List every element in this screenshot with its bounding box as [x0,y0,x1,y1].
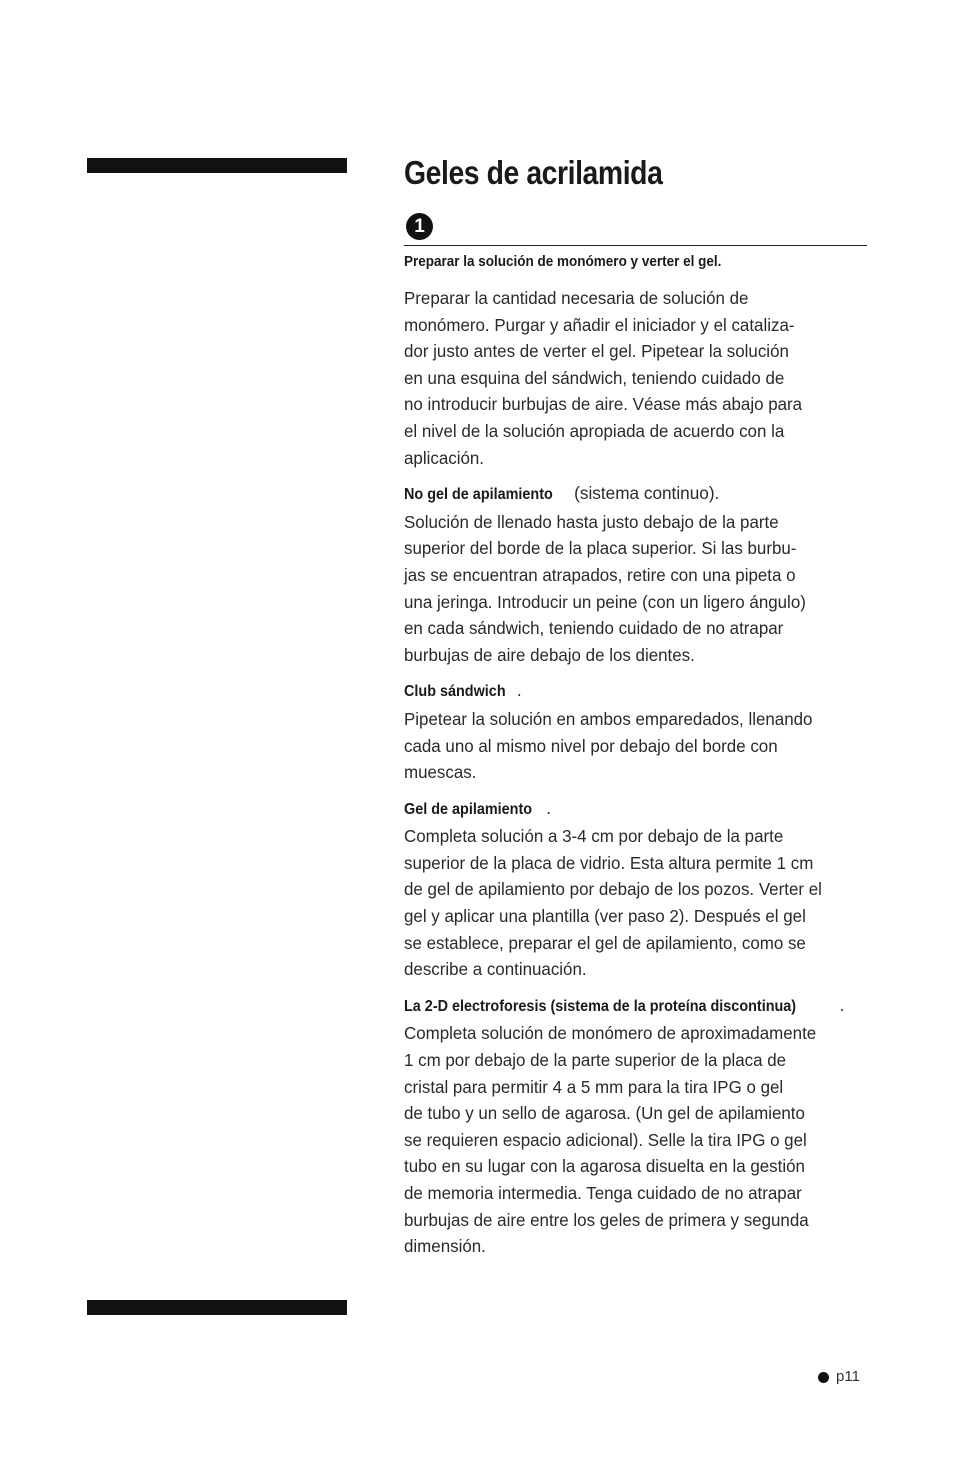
section-label: La 2-D electroforesis (sistema de la proteína discontinua) [404,997,797,1015]
bottom-margin-bar [87,1300,347,1315]
page-footer [818,1366,860,1388]
step-header [404,213,867,246]
step-intro-paragraph: Preparar la cantidad necesaria de solución de monómero. Purgar y añadir el iniciador y el cataliza- dor justo antes de verter el gel. Pipetear la solución en una esquina del sándwich, teniendo cuidado de no introducir burbujas de aire. Véase más abajo para el nivel de la solución apropiada de acuerdo con la aplicación. [404,288,803,468]
section-label: Gel de apilamiento [404,800,533,818]
page-title: Geles de acrilamida [404,154,663,191]
section-stacking-gel [404,795,867,983]
top-margin-bar [87,158,347,173]
section-label-suffix: (sistema continuo). [569,483,720,504]
section-label-suffix: . [546,797,552,818]
main-content [404,150,867,1260]
section-club-sandwich [404,677,867,785]
section-label-suffix: . [839,994,845,1015]
section-label: No gel de apilamiento [404,486,553,504]
bullet-dot-icon [818,1372,829,1383]
section-title-line [404,795,867,824]
section-paragraph: Pipetear la solución en ambos emparedados, llenando cada uno al mismo nivel por debajo del borde con muescas. [404,708,813,783]
section-title-line [404,677,867,706]
section-label: Club sándwich [404,683,506,701]
section-title-line [404,480,867,509]
section-paragraph: Completa solución de monómero de aproximadamente 1 cm por debajo de la parte superior de la placa de cristal para permitir 4 a 5 mm para la tira IPG o gel de tubo y un sello de agarosa. (Un gel de apilamiento se requieren espacio adicional). Selle la tira IPG o gel tubo en su lugar con la agarosa disuelta en la gestión de memoria intermedia. Tenga cuidado de no atrapar burbujas de aire entre los geles de primera y segunda dimensión. [404,1023,817,1257]
step-heading: Preparar la solución de monómero y verter el gel. [404,253,722,270]
section-paragraph: Solución de llenado hasta justo debajo de la parte superior del borde de la placa superior. Si las burbu- jas se encuentran atrapados, retire con una pipeta o una jeringa. Introducir un peine (con un ligero ángulo) en cada sándwich, teniendo cuidado de no atrapar burbujas de aire debajo de los dientes. [404,511,806,665]
section-paragraph: Completa solución a 3-4 cm por debajo de la parte superior de la placa de vidrio. Esta altura permite 1 cm de gel de apilamiento por debajo de los pozos. Verter el gel y aplicar una plantilla (ver paso 2). Después el gel se establece, preparar el gel de apilamiento, como se describe a continuación. [404,826,822,980]
section-2d-electrophoresis [404,992,867,1260]
section-title-line [404,992,867,1021]
page-number: p11 [836,1368,860,1385]
section-label-suffix: . [516,680,522,701]
section-no-stacking-gel [404,480,867,668]
step-number-badge: 1 [406,213,433,240]
